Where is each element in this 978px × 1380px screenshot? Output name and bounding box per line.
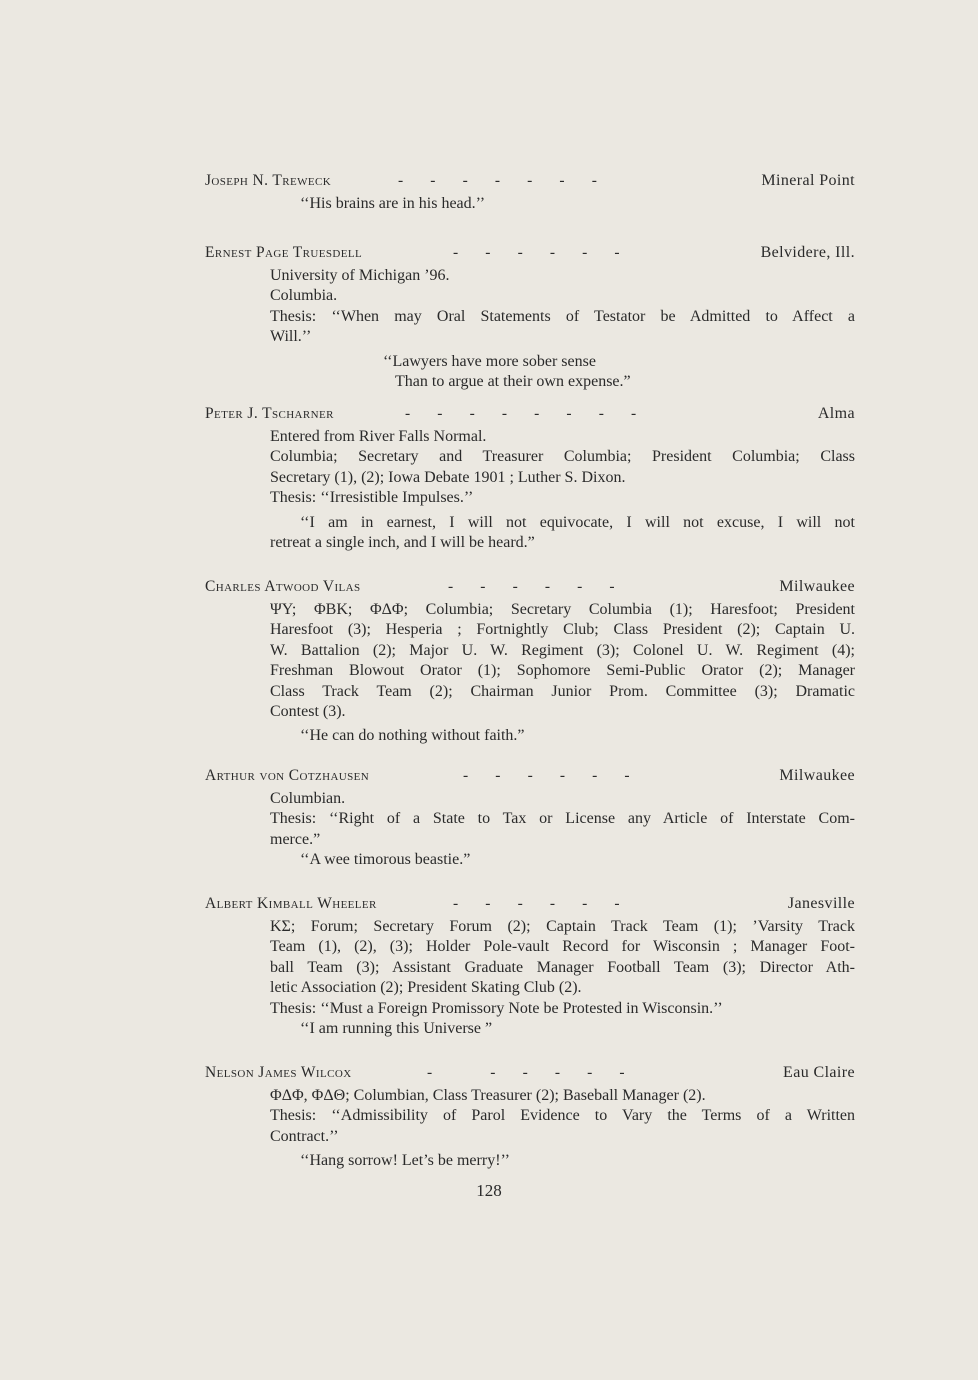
entry-header <box>205 172 855 194</box>
entry-cotzhausen <box>205 767 855 871</box>
person-name: Peter J. Tscharner <box>205 405 334 422</box>
person-name: Ernest Page Truesdell <box>205 244 363 261</box>
quote-line: ‘‘A wee timorous beastie.” <box>300 851 471 869</box>
entry-header <box>205 405 855 427</box>
entry-header <box>205 895 855 917</box>
person-name: Nelson James Wilcox <box>205 1064 352 1081</box>
person-name: Charles Atwood Vilas <box>205 578 361 595</box>
quote-line: ‘‘I am running this Universe ” <box>300 1020 493 1038</box>
entry-header <box>205 767 855 789</box>
quote-line: ‘‘Lawyers have more sober sense <box>383 352 596 370</box>
detail-line: Secretary (1), (2); Iowa Debate 1901 ; Luther S. Dixon. <box>270 468 626 486</box>
detail-line: W. Battalion (2); Major U. W. Regiment (3); Colonel U. W. Regiment (4); <box>270 641 855 659</box>
hometown: Eau Claire <box>783 1064 855 1081</box>
thesis-line: Thesis: ‘‘Must a Foreign Promissory Note be Protested in Wisconsin.’’ <box>270 999 723 1017</box>
thesis-line: Thesis: ‘‘Irresistible Impulses.’’ <box>270 489 474 507</box>
leader-dashes: - - - - - - <box>463 767 630 784</box>
leader-dashes: - - - - - - <box>427 1064 625 1081</box>
detail-line: Contest (3). <box>270 703 346 721</box>
thesis-line: Thesis: ‘‘When may Oral Statements of Testator be Admitted to Affect a <box>270 307 855 325</box>
leader-dashes: - - - - - - <box>453 895 620 912</box>
leader-dashes: - - - - - - - <box>398 172 597 189</box>
detail-line: Entered from River Falls Normal. <box>270 428 487 445</box>
entry-vilas <box>205 578 855 747</box>
hometown: Milwaukee <box>779 578 855 595</box>
entry-tscharner <box>205 405 855 553</box>
entry-treweck <box>205 172 855 214</box>
leader-dashes: - - - - - - <box>448 578 615 595</box>
hometown: Janesville <box>787 895 855 912</box>
person-name: Joseph N. Treweck <box>205 172 332 189</box>
entry-header <box>205 244 855 266</box>
leader-dashes: - - - - - - - - <box>405 405 637 422</box>
detail-line: Columbia; Secretary and Treasurer Columbia; President Columbia; Class <box>270 448 855 466</box>
entry-header <box>205 578 855 600</box>
detail-line: Columbian. <box>270 790 346 807</box>
quote-line: retreat a single inch, and I will be heard.” <box>270 534 535 552</box>
detail-line: Class Track Team (2); Chairman Junior Prom. Committee (3); Dramatic <box>270 682 855 700</box>
quote-line: ‘‘Hang sorrow! Let’s be merry!’’ <box>300 1152 510 1170</box>
quote-line: ‘‘I am in earnest, I will not equivocate, I will not excuse, I will not <box>300 513 855 531</box>
thesis-line: Contract.’’ <box>270 1127 339 1145</box>
detail-line: letic Association (2); President Skating Club (2). <box>270 979 582 997</box>
thesis-line: Thesis: ‘‘Admissibility of Parol Evidence to Vary the Terms of a Written <box>270 1107 855 1125</box>
detail-line: ΦΔΦ, ΦΔΘ; Columbian, Class Treasurer (2); Baseball Manager (2). <box>270 1087 706 1104</box>
hometown: Milwaukee <box>779 767 855 784</box>
thesis-line: Thesis: ‘‘Right of a State to Tax or License any Article of Interstate Com- <box>270 810 855 828</box>
entry-wheeler <box>205 895 855 1039</box>
hometown: Alma <box>817 405 855 422</box>
detail-line: ΚΣ; Forum; Secretary Forum (2); Captain Track Team (1); ’Varsity Track <box>270 918 855 935</box>
page-number: 128 <box>476 1181 502 1200</box>
detail-line: Team (1), (2), (3); Holder Pole-vault Record for Wisconsin ; Manager Foot- <box>270 938 855 956</box>
hometown: Mineral Point <box>761 172 855 189</box>
leader-dashes: - - - - - - <box>453 244 620 261</box>
quote-line: ‘‘His brains are in his head.’’ <box>300 195 486 212</box>
entry-header <box>205 1064 855 1086</box>
detail-line: Columbia. <box>270 287 338 305</box>
detail-line: Haresfoot (3); Hesperia ; Fortnightly Club; Class President (2); Captain U. <box>270 621 855 639</box>
thesis-line: merce.” <box>270 830 321 848</box>
person-name: Albert Kimball Wheeler <box>205 895 377 912</box>
detail-line: Freshman Blowout Orator (1); Sophomore Semi-Public Orator (2); Manager <box>270 662 855 680</box>
detail-line: ball Team (3); Assistant Graduate Manager Football Team (3); Director Ath- <box>270 958 855 976</box>
detail-line: ΨΥ; ΦΒΚ; ΦΔΦ; Columbia; Secretary Columbia (1); Haresfoot; President <box>270 601 855 618</box>
quote-line: ‘‘He can do nothing without faith.” <box>300 727 525 745</box>
thesis-line: Will.’’ <box>270 328 312 346</box>
entry-wilcox <box>205 1064 855 1172</box>
person-name: Arthur von Cotzhausen <box>205 767 370 784</box>
detail-line: University of Michigan ’96. <box>270 267 450 284</box>
quote-line: Than to argue at their own expense.” <box>395 373 631 391</box>
hometown: Belvidere, Ill. <box>760 244 855 261</box>
entry-truesdell <box>205 244 855 392</box>
